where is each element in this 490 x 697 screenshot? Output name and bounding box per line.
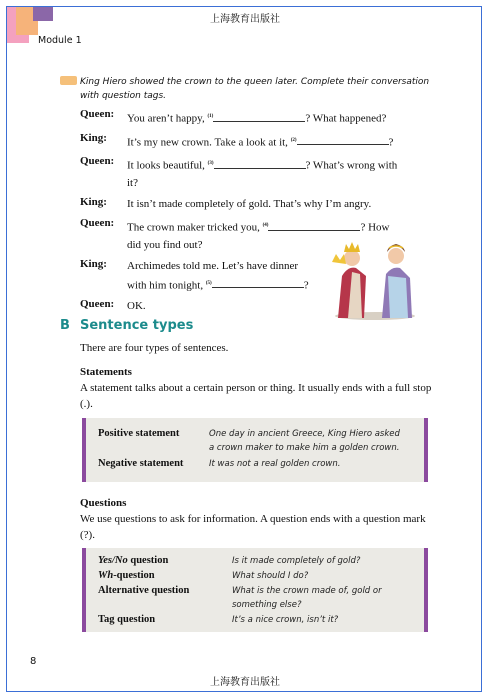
statements-heading: Statements (80, 366, 132, 378)
publisher-footer: 上海教育出版社 (210, 677, 280, 688)
question-example: Is it made completely of gold? (232, 556, 361, 566)
statements-description: A statement talks about a certain person or thing. It usually ends with a full stop (.). (80, 382, 432, 410)
question-example: What is the crown made of, gold or something else? (232, 586, 382, 610)
answer-blank[interactable] (297, 135, 389, 145)
questions-description: We use questions to ask for information. A question ends with a question mark (?). (80, 513, 426, 541)
question-term: Yes/No question (98, 555, 169, 566)
dialogue-text: OK. (127, 300, 146, 313)
dialogue-line (80, 196, 420, 213)
blank-number: (2) (290, 137, 297, 143)
dialogue-text: with him tonight, (127, 279, 206, 292)
module-label: Module 1 (38, 35, 82, 46)
blank-number: (5) (205, 280, 212, 286)
dialogue-text: did you find out? (127, 238, 203, 251)
page-number: 8 (30, 656, 37, 667)
question-example: It’s a nice crown, isn’t it? (232, 615, 339, 625)
dialogue-text: ? What happened? (305, 112, 387, 125)
question-term: Wh-question (98, 570, 155, 581)
dialogue-text: The crown maker tricked you, (127, 221, 263, 234)
dialogue-text: It isn’t made completely of gold. That’s why I’m angry. (127, 197, 372, 210)
blank-number: (1) (207, 114, 214, 119)
question-term: Tag question (98, 614, 156, 625)
dialogue-text: It’s my new crown. Take a look at it, (127, 136, 291, 149)
dialogue-text: it? (127, 176, 138, 189)
section-title: Sentence types (80, 318, 194, 333)
dialogue-text: It looks beautiful, (127, 159, 208, 172)
blank-number: (3) (207, 161, 214, 167)
statement-example: It was not a real golden crown. (209, 459, 341, 469)
statement-term: Positive statement (98, 428, 180, 439)
king-queen-illustration (326, 232, 424, 320)
dialogue-text: Archimedes told me. Let’s have dinner (127, 259, 299, 272)
statement-example: One day in ancient Greece, King Hiero asked a crown maker to make him a golden crown. (209, 429, 400, 453)
speaker: Queen: (80, 108, 115, 120)
speaker: Queen: (80, 155, 115, 168)
dialogue-text: ? (388, 136, 394, 149)
question-example: What should I do? (232, 571, 309, 581)
section-intro: There are four types of sentences. (80, 342, 229, 354)
statements-table (82, 418, 428, 482)
answer-blank[interactable] (212, 278, 304, 288)
king-head (344, 250, 360, 266)
statement-term: Negative statement (98, 458, 184, 469)
crown-icon (344, 242, 360, 252)
answer-blank[interactable] (214, 159, 306, 169)
speaker: King: (80, 257, 107, 270)
instruction: King Hiero showed the crown to the queen later. Complete their conversation with question tags. (80, 77, 430, 101)
dialogue-text: ? What’s wrong with (305, 159, 398, 172)
answer-blank[interactable] (213, 112, 305, 122)
speaker: King: (80, 195, 107, 208)
dialogue-line (80, 155, 420, 192)
dialogue-line (80, 108, 420, 128)
instruction-marker (60, 76, 77, 85)
speaker: Queen: (80, 216, 115, 229)
answer-blank[interactable] (268, 221, 360, 231)
dialogue-text: ? (303, 279, 309, 292)
section-letter: B (60, 318, 70, 333)
questions-heading: Questions (80, 497, 127, 509)
dialogue-line (80, 132, 420, 152)
dialogue-text: You aren’t happy, (127, 112, 208, 125)
questions-table (82, 548, 428, 632)
queen-head (388, 248, 404, 264)
blank-number: (4) (262, 222, 269, 228)
question-term: Alternative question (98, 585, 190, 596)
publisher-header: 上海教育出版社 (210, 14, 280, 25)
dialogue-text: ? How (360, 221, 390, 234)
speaker: Queen: (80, 298, 115, 311)
speaker: King: (80, 131, 107, 144)
